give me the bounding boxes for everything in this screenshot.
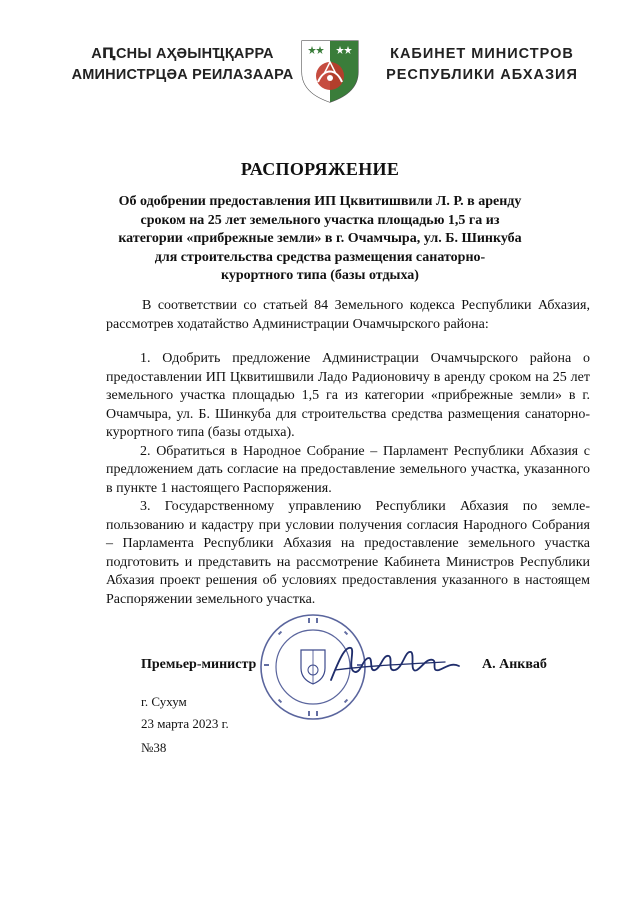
subject-line-5: курортного типа (базы отдыха) (221, 268, 419, 283)
subject-line-3: категории «прибрежные земли» в г. Очамчыра, ул. Б. Шинкуба (118, 231, 522, 246)
order-item-3: 3. Государственному управлению Республики Абхазия по землепользованию и кадастру при условии получения согласия Народного Собрания – Парламента Республики Абхазия на предоставление земельного участка подготовить и представить на рассмотрение Кабинета Министров Республики Абхазия проект решения об условиях предоставления указанного в настоящем Распоряжении земельного участка. (106, 499, 590, 607)
header-abkhaz-title (70, 44, 295, 86)
header-russian-line-2: РЕСПУБЛИКИ АБХАЗИЯ (386, 67, 578, 83)
header-russian-title (372, 44, 592, 86)
handwritten-signature-icon (325, 640, 465, 690)
coat-of-arms-icon (298, 38, 362, 104)
signatory-name: А. Анкваб (482, 657, 547, 672)
subject-line-1: Об одобрении предоставления ИП Цквитишвили Л. Р. в аренду (118, 194, 522, 209)
preamble-paragraph: В соответствии со статьей 84 Земельного кодекса Республики Абхазия, рассмотрев ходатайство Администрации Очамчырского района: (106, 298, 590, 332)
header-abkhaz-line-2: АМИНИСТРЦӘА РЕИЛАЗААРА (71, 67, 294, 83)
order-item-1: 1. Одобрить предложение Администрации Очамчырского района о предоставлении ИП Цквитишвили Ладо Радионовичу в аренду сроком на 25 лет земельного участка площадью 1,5 га из категории «прибрежные земли» в г. Очамчыра, ул. Б. Шинкуба для строительства средства размещения санаторно-курортного типа (базы отдыха). (106, 351, 590, 440)
order-item-2: 2. Обратиться в Народное Собрание – Парламент Республики Абхазия с предложением дать согласие на предоставление земельного участка, указанного в пункте 1 настоящего Распоряжения. (106, 443, 590, 496)
subject-line-4: для строительства средства размещения санаторно- (154, 249, 486, 265)
header-abkhaz-line-1: АԤСНЫ АҲӘЫНҴҚАРРА (91, 46, 274, 62)
signatory-title: Премьер-министр (141, 657, 257, 672)
subject-line-2: сроком на 25 лет земельного участка площадью 1,5 га из (140, 212, 500, 228)
header-russian-line-1: КАБИНЕТ МИНИСТРОВ (390, 46, 574, 62)
document-subject (110, 193, 530, 286)
document-place: г. Сухум (141, 694, 187, 709)
document-number: №38 (141, 740, 167, 755)
order-items (106, 350, 590, 609)
document-date: 23 марта 2023 г. (141, 716, 229, 731)
document-type-heading: РАСПОРЯЖЕНИЕ (240, 159, 400, 179)
